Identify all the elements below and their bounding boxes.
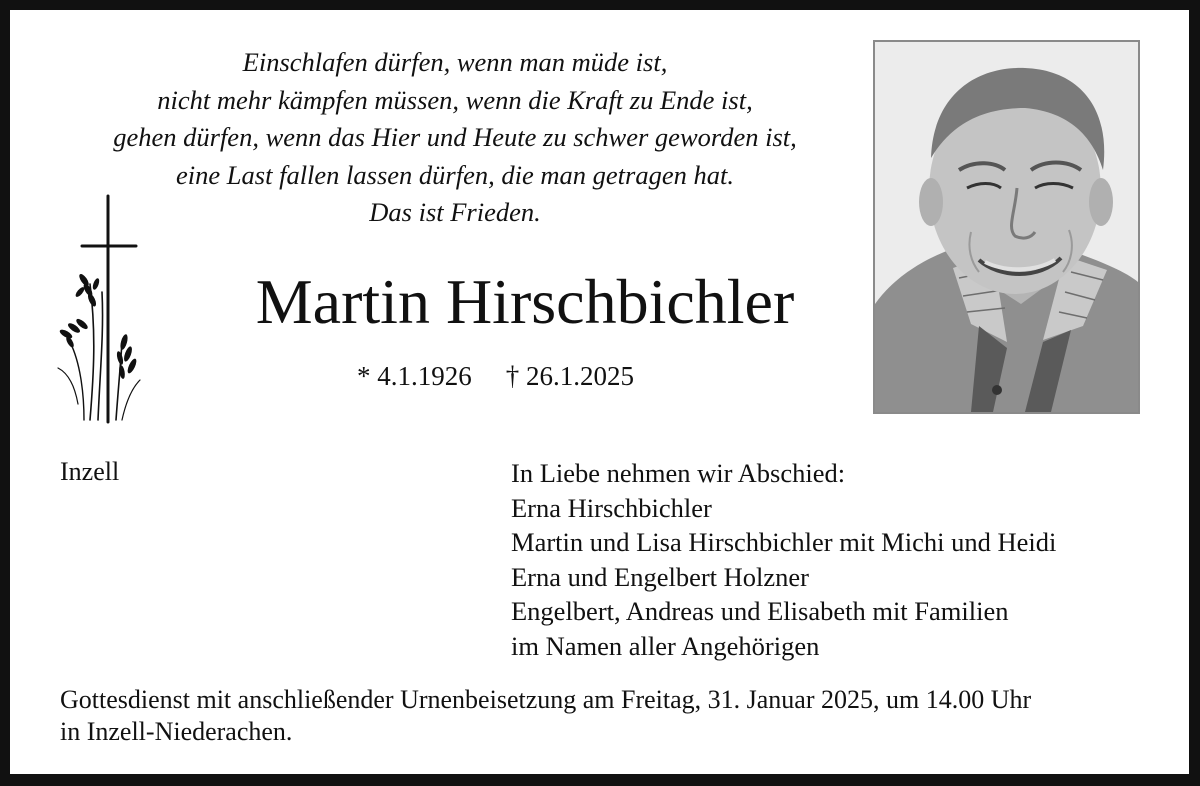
poem-line: eine Last fallen lassen dürfen, die man getragen hat.: [176, 159, 734, 190]
service-line: in Inzell-Niederachen.: [60, 717, 293, 746]
poem-line: Das ist Frieden.: [369, 197, 541, 227]
mourners-line: In Liebe nehmen wir Abschied:: [511, 458, 846, 488]
service-details: [60, 684, 1031, 748]
location: Inzell: [60, 457, 120, 486]
life-dates: [357, 360, 634, 392]
poem-line: Einschlafen dürfen, wenn man müde ist,: [242, 47, 668, 77]
mourners-line: im Namen aller Angehörigen: [511, 630, 820, 661]
mourners-line: Erna und Engelbert Holzner: [511, 561, 810, 592]
cross-with-wheat-icon: [50, 192, 146, 424]
poem: [40, 44, 870, 232]
mourners-line: Erna Hirschbichler: [511, 492, 712, 523]
deceased-name: Martin Hirschbichler: [255, 266, 795, 337]
death-date: † 26.1.2025: [505, 361, 634, 391]
poem-line: gehen dürfen, wenn das Hier und Heute zu schwer geworden ist,: [113, 122, 797, 152]
mourners-line: Engelbert, Andreas und Elisabeth mit Familien: [511, 596, 1009, 626]
birth-date: * 4.1.1926: [357, 361, 472, 391]
mourners-block: [511, 456, 1056, 663]
portrait-photo: [873, 40, 1140, 414]
poem-line: nicht mehr kämpfen müssen, wenn die Kraft zu Ende ist,: [157, 84, 753, 115]
mourners-line: Martin und Lisa Hirschbichler mit Michi und Heidi: [511, 527, 1057, 557]
service-line: Gottesdienst mit anschließender Urnenbeisetzung am Freitag, 31. Januar 2025, um 14.00 Uhr: [60, 685, 1032, 714]
